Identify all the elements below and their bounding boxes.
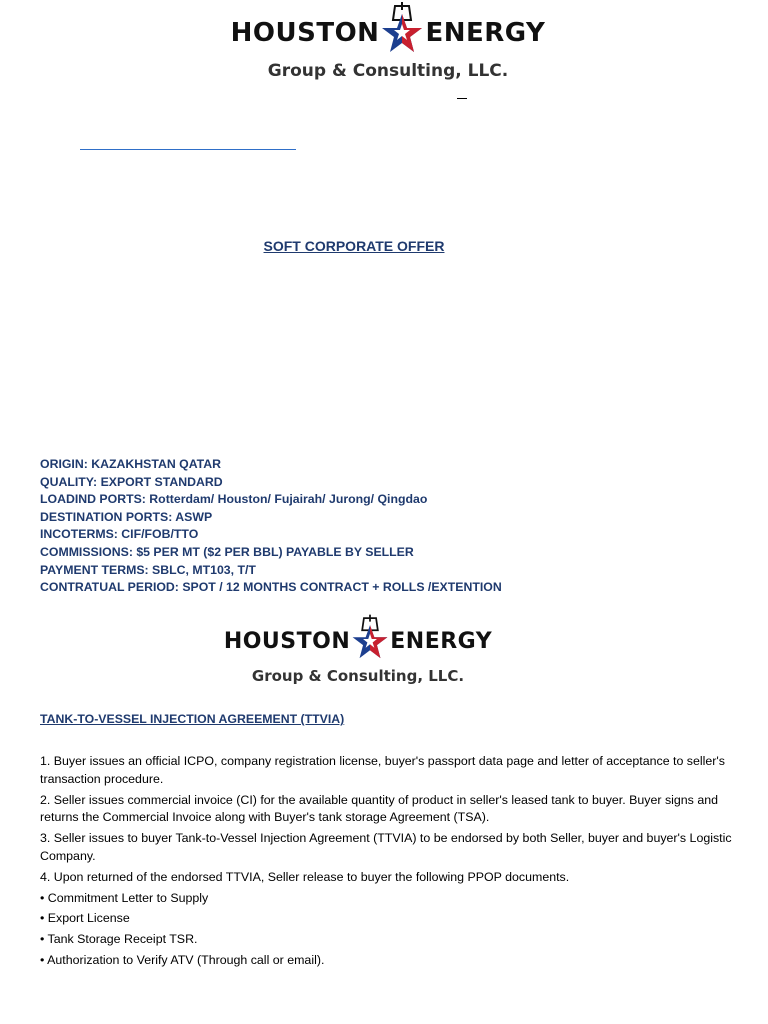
texas-star-derrick-icon	[350, 614, 390, 669]
ppop-document-item: • Authorization to Verify ATV (Through call or email).	[40, 952, 325, 967]
spec-origin: ORIGIN: KAZAKHSTAN QATAR	[40, 457, 222, 471]
spec-contractual-period: CONTRATUAL PERIOD: SPOT / 12 MONTHS CONTRACT + ROLLS /EXTENTION	[40, 580, 502, 595]
ppop-document-item: • Commitment Letter to Supply	[40, 890, 209, 905]
ttvia-section-title: TANK-TO-VESSEL INJECTION AGREEMENT (TTVIA)	[40, 712, 345, 726]
spec-commissions: COMMISSIONS: $5 PER MT ($2 PER BBL) PAYABLE BY SELLER	[40, 544, 414, 559]
company-logo-middle	[193, 614, 523, 686]
texas-star-derrick-icon	[379, 2, 425, 63]
logo-word-right: ENERGY	[425, 17, 546, 48]
spec-incoterms: INCOTERMS: CIF/FOB/TTO	[40, 527, 199, 542]
blue-underline-rule	[80, 149, 296, 150]
logo-word-right: ENERGY	[390, 629, 493, 654]
procedure-step: 1. Buyer issues an official ICPO, company registration license, buyer's passport data page and letter of acceptance to seller's transaction procedure.	[40, 754, 725, 786]
logo-subtitle: Group & Consulting, LLC.	[251, 667, 465, 685]
offer-specs-list	[40, 456, 502, 597]
procedure-step: 3. Seller issues to buyer Tank-to-Vessel Injection Agreement (TTVIA) to be endorsed by both Seller, buyer and buyer's Logistic Company.	[40, 831, 732, 863]
logo-word-left: HOUSTON	[223, 629, 351, 654]
separator-dash	[457, 98, 467, 99]
company-logo-top	[193, 2, 583, 84]
ppop-document-item: • Tank Storage Receipt TSR.	[40, 932, 198, 947]
spec-payment-terms: PAYMENT TERMS: SBLC, MT103, T/T	[40, 562, 256, 577]
spec-loading-ports: LOADIND PORTS: Rotterdam/ Houston/ Fujairah/ Jurong/ Qingdao	[40, 492, 428, 507]
spec-quality: QUALITY: EXPORT STANDARD	[40, 474, 223, 489]
procedure-steps-list	[40, 753, 735, 973]
procedure-step: 4. Upon returned of the endorsed TTVIA, Seller release to buyer the following PPOP documents.	[40, 869, 570, 884]
ppop-document-item: • Export License	[40, 911, 130, 926]
logo-word-left: HOUSTON	[230, 17, 380, 48]
logo-subtitle: Group & Consulting, LLC.	[267, 61, 509, 81]
offer-title: SOFT CORPORATE OFFER	[263, 238, 445, 254]
procedure-step: 2. Seller issues commercial invoice (CI) for the available quantity of product in seller's leased tank to buyer. Buyer signs and returns the Commercial Invoice along with Buyer's tank storage Agreement (TSA).	[40, 792, 718, 825]
spec-destination-ports: DESTINATION PORTS: ASWP	[40, 509, 213, 524]
